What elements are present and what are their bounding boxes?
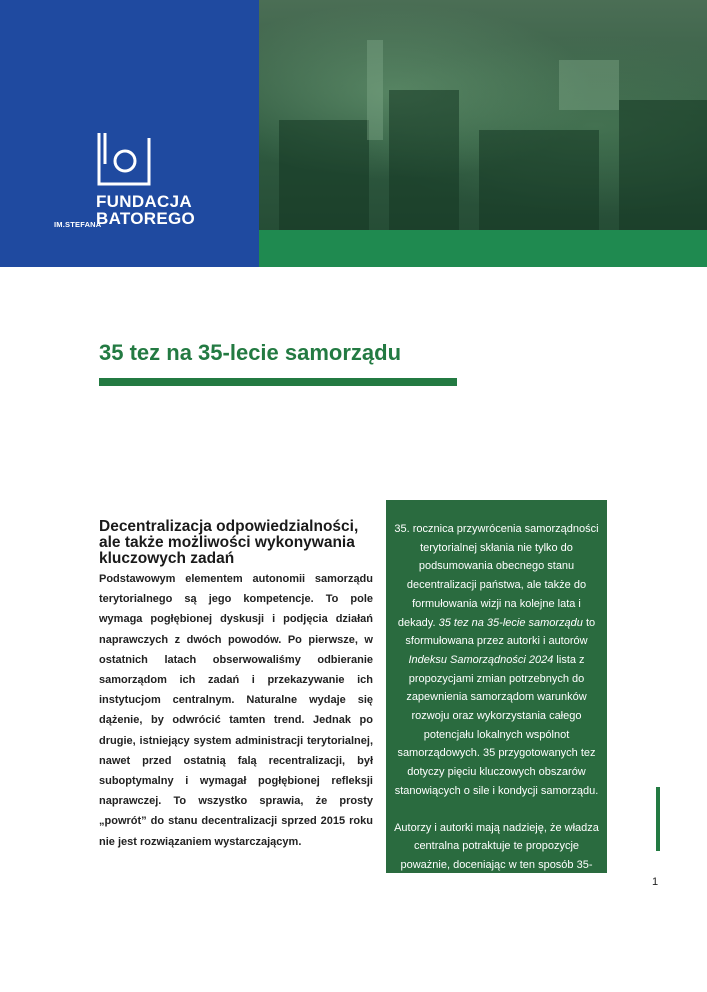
fundacja-batorego-logo (54, 130, 254, 240)
logo-mark-icon (96, 130, 152, 188)
intro-paragraph-2: Autorzy i autorki mają nadzieję, że władza centralna potraktuje te propozycje poważnie, doceniając w ten sposób 35-letni wkład samorządu w siłę polskiego państwa. (394, 821, 599, 909)
logo-name-line1: FUNDACJA (96, 192, 192, 211)
intro-title-italic: 35 tez na 35-lecie samorządu (438, 616, 583, 629)
logo-small-text: IM.STEFANA (54, 220, 102, 229)
intro-text-1c: lista z propozycjami zmian potrzebnych do zapewnienia samorządom warunków rozwoju oraz wykorzystania całego potencjału lokalnych wspólnot samorządowych. 35 przygotowanych tez dotyczy pięciu kluczowych obszarów stanowiących o sile i kondycji samorządu. (394, 653, 599, 797)
side-accent-bar (656, 787, 660, 851)
title-underline (99, 378, 457, 386)
page-number: 1 (652, 876, 659, 888)
logo-name (96, 193, 195, 227)
header-green-strip (259, 230, 707, 267)
section-heading: Decentralizacja odpowiedzialności, ale także możliwości wykonywania kluczowych zadań (99, 518, 359, 567)
intro-text-1a: 35. rocznica przywrócenia samorządności terytorialnej skłania nie tylko do podsumowania obecnego stanu decentralizacji państwa, ale także do formułowania wizji na kolejne lata i dekady. (394, 523, 599, 629)
intro-paragraph-1 (393, 520, 600, 801)
left-column (99, 519, 373, 852)
intro-text-1b: to sformułowana przez autorki i autorów (405, 616, 596, 648)
header-city-photo (259, 0, 707, 230)
section-body: Podstawowym elementem autonomii samorządu terytorialnego są jego kompetencje. To pole wymaga pogłębionej dyskusji i podjęcia działań naprawczych z dwóch powodów. Po pierwsze, w ostatnich latach obserwowaliśmy odbieranie samorządom ich zadań i przekazywanie ich instytucjom centralnym. Naturalne wydaje się dążenie, by odwrócić tamten trend. Jednak po drugie, istniejący system administracji terytorialnej, nawet przed ostatnią falą recentralizacji, był suboptymalny i wymagał pogłębionej refleksji naprawczej. To wszystko sprawia, że prosty „powrót” do stanu decentralizacji sprzed 2015 roku nie jest rozwiązaniem wystarczającym. (99, 573, 373, 848)
intro-index-italic: Indeksu Samorządności 2024 (408, 653, 554, 666)
logo-name-line2: BATOREGO (96, 209, 196, 228)
intro-box (386, 500, 607, 909)
page-title: 35 tez na 35-lecie samorządu (99, 340, 402, 365)
